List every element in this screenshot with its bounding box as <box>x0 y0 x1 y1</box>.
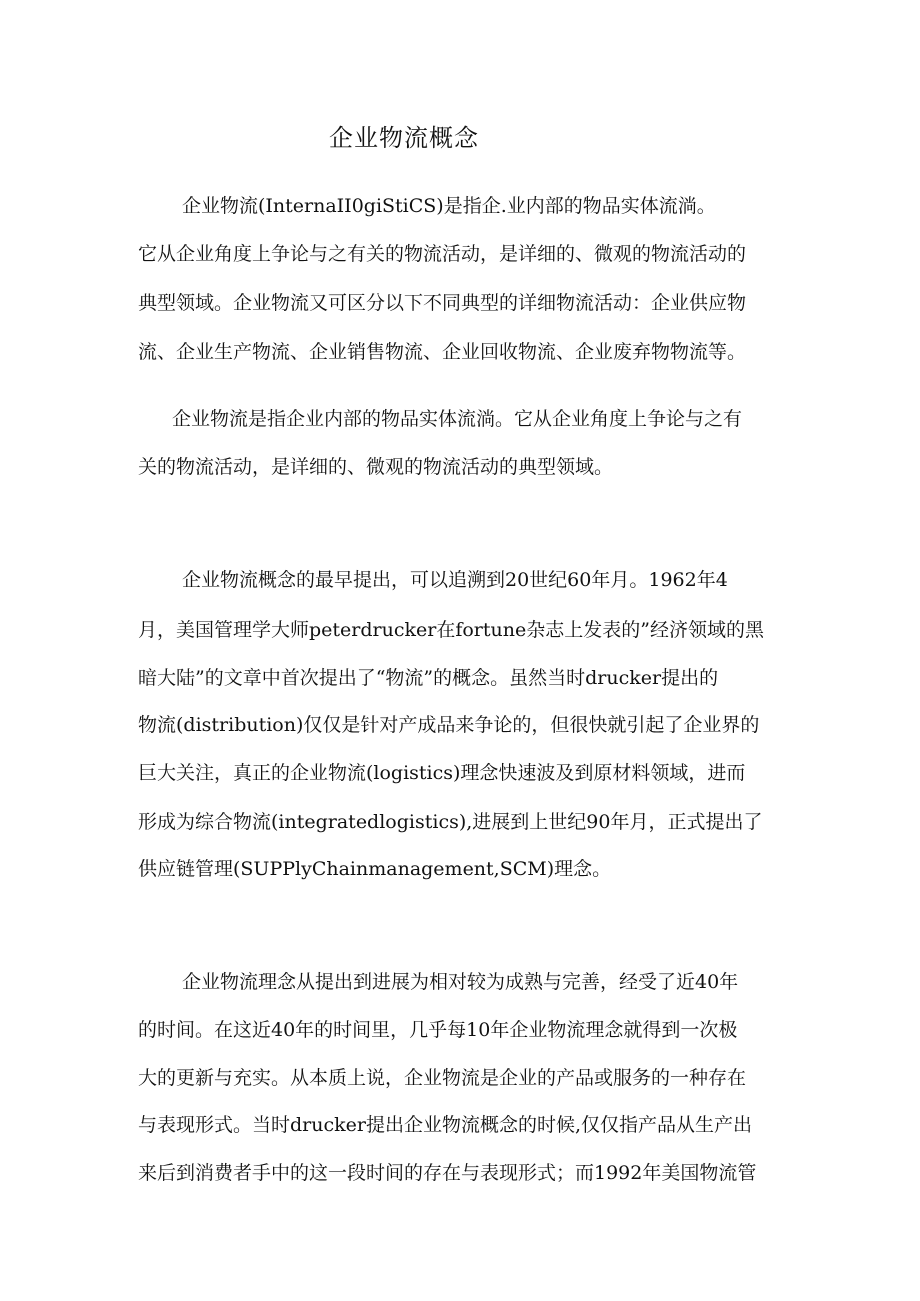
p3-line-2: 月，美国管理学大师peterdrucker在fortune杂志上发表的”经济领域的黑 <box>138 619 764 641</box>
p1-line-1: 企业物流(InternaII0giStiCS)是指企.业内部的物品实体流淌。 <box>182 195 716 217</box>
p4-line-5: 来后到消费者手中的这一段时间的存在与表现形式；而1992年美国物流管 <box>138 1162 757 1184</box>
p3-line-6: 形成为综合物流(integratedlogistics),进展到上世纪90年月，正式提出了 <box>138 811 763 833</box>
p2-line-2: 关的物流活动，是详细的、微观的物流活动的典型领域。 <box>138 456 614 478</box>
p1-line-4: 流、企业生产物流、企业销售物流、企业回收物流、企业废弃物物流等。 <box>138 341 747 363</box>
document-title: 企业物流概念 <box>329 124 479 152</box>
p1-line-2: 它从企业角度上争论与之有关的物流活动，是详细的、微观的物流活动的 <box>138 243 747 265</box>
p4-line-1: 企业物流理念从提出到进展为相对较为成熟与完善，经受了近40年 <box>182 971 739 993</box>
p3-line-1: 企业物流概念的最早提出，可以追溯到20世纪60年月。1962年4 <box>182 569 728 591</box>
p2-line-1: 企业物流是指企业内部的物品实体流淌。它从企业角度上争论与之有 <box>172 408 743 430</box>
p4-line-4: 与表现形式。当时drucker提出企业物流概念的时候,仅仅指产品从生产出 <box>138 1114 753 1136</box>
p3-line-5: 巨大关注，真正的企业物流(logistics)理念快速波及到原材料领域，进而 <box>138 762 746 784</box>
p3-line-4: 物流(distribution)仅仅是针对产成品来争论的，但很快就引起了企业界的 <box>138 714 760 736</box>
p1-line-3: 典型领域。企业物流又可区分以下不同典型的详细物流活动：企业供应物 <box>138 292 747 314</box>
p4-line-2: 的时间。在这近40年的时间里，几乎每10年企业物流理念就得到一次极 <box>138 1019 738 1041</box>
p3-line-3: 暗大陆”的文章中首次提出了“物流”的概念。虽然当时drucker提出的 <box>138 667 719 689</box>
p4-line-3: 大的更新与充实。从本质上说，企业物流是企业的产品或服务的一种存在 <box>138 1067 747 1089</box>
p3-line-7: 供应链管理(SUPPlyChainmanagement,SCM)理念。 <box>138 858 612 880</box>
